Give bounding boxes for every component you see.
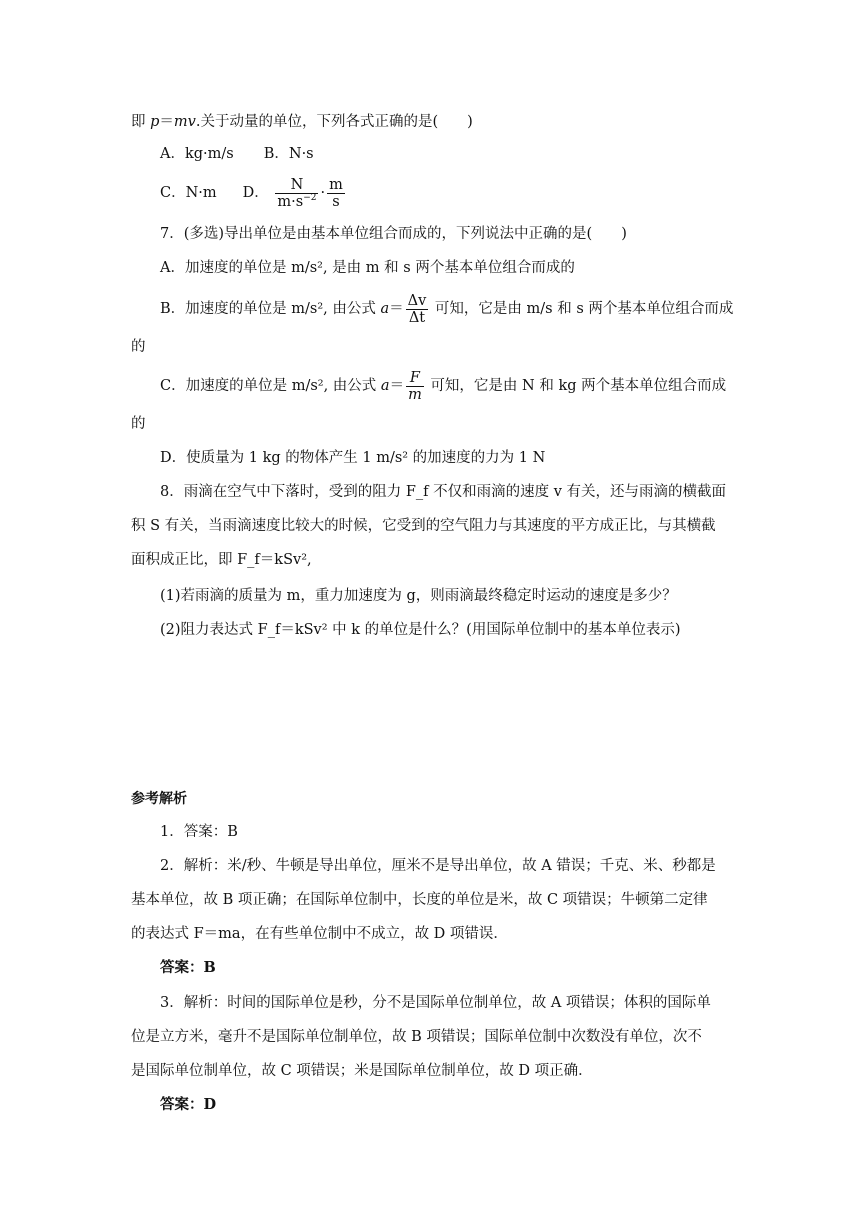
q6-options-cd: [160, 176, 347, 210]
answer-1: 1．答案：B: [160, 824, 238, 840]
q7-b-denominator: Δt: [406, 309, 429, 326]
q7-b-numerator: Δv: [407, 292, 427, 309]
frac1-denominator: [275, 193, 318, 210]
q7-option-b-tail: 的: [131, 339, 146, 355]
analysis-2-line-1: 2．解析：米/秒、牛顿是导出单位，厘米不是导出单位，故 A 错误；千克、米、秒都是: [160, 858, 716, 874]
frac1-numerator: N: [290, 176, 304, 193]
analysis-3-line-1: 3．解析：时间的国际单位是秒，分不是国际单位制单位，故 A 项错误；体积的国际单: [160, 995, 711, 1011]
frac1-den-text: m·s: [277, 193, 304, 210]
q8-sub-1: (1)若雨滴的质量为 m，重力加速度为 g，则雨滴最终稳定时运动的速度是多少？: [160, 588, 677, 604]
q7-option-c: [160, 368, 726, 404]
q6-option-d-dot: ·: [320, 185, 326, 201]
q7-option-d: D．使质量为 1 kg 的物体产生 1 m/s² 的加速度的力为 1 N: [160, 450, 546, 466]
analysis-2-line-3: 的表达式 F＝ma，在有些单位制中不成立，故 D 项错误．: [131, 926, 508, 942]
q7-b-fraction: [406, 293, 429, 326]
q6-var-mv: mv: [173, 114, 196, 130]
q8-sub-2: (2)阻力表达式 F_f＝kSv² 中 k 的单位是什么？(用国际单位制中的基本单位表示): [160, 622, 681, 638]
q8-line-1: 8．雨滴在空气中下落时，受到的阻力 F_f 不仅和雨滴的速度 v 有关，还与雨滴的横截面: [160, 484, 727, 500]
q7-b-post: 可知，它是由 m/s 和 s 两个基本单位组合而成: [430, 301, 734, 317]
frac2-denominator: s: [327, 193, 345, 210]
q6-option-d-label: D．: [242, 185, 269, 201]
q6-option-a: A．kg·m/s: [160, 146, 234, 162]
q6-option-c: C．N·m: [160, 185, 217, 201]
q6-var-p: p: [150, 114, 160, 130]
answer-2: 答案：B: [160, 959, 216, 976]
q7-b-eq: ＝: [389, 301, 404, 317]
q7-c-var: a: [380, 378, 390, 394]
q7-b-var: a: [380, 301, 390, 317]
q6-stem-rest: .关于动量的单位，下列各式正确的是( ): [195, 114, 473, 130]
q6-option-d-fraction-2: [327, 177, 345, 210]
q7-option-c-tail: 的: [131, 416, 146, 432]
q7-option-a: A．加速度的单位是 m/s², 是由 m 和 s 两个基本单位组合而成的: [160, 260, 575, 276]
q8-line-3: 面积成正比，即 F_f＝kSv²,: [131, 552, 312, 568]
answer-3: 答案：D: [160, 1096, 217, 1113]
q7-c-pre: C．加速度的单位是 m/s², 由公式: [160, 378, 381, 394]
q7-stem: 7．(多选)导出单位是由基本单位组合而成的，下列说法中正确的是( ): [160, 226, 627, 242]
analysis-3-line-2: 位是立方米，毫升不是国际单位制单位，故 B 项错误；国际单位制中次数没有单位，次不: [131, 1029, 702, 1045]
q6-options-ab: [160, 144, 314, 164]
q6-eq: ＝: [159, 114, 174, 130]
q7-c-denominator: m: [408, 386, 422, 403]
q6-option-d-fraction-1: [275, 177, 318, 210]
q6-option-b: B．N·s: [263, 146, 314, 162]
q6-stem: [131, 112, 473, 132]
q6-stem-prefix: 即: [131, 114, 151, 130]
q7-c-post: 可知，它是由 N 和 kg 两个基本单位组合而成: [425, 378, 727, 394]
q7-option-b: [160, 291, 733, 327]
answers-title: 参考解析: [131, 791, 187, 807]
frac1-den-exponent: −2: [303, 192, 317, 203]
analysis-2-line-2: 基本单位，故 B 项正确；在国际单位制中，长度的单位是米，故 C 项错误；牛顿第二定律: [131, 892, 708, 908]
q7-c-eq: ＝: [389, 378, 405, 394]
analysis-3-line-3: 是国际单位制单位，故 C 项错误；米是国际单位制单位，故 D 项正确．: [131, 1063, 593, 1079]
q8-line-2: 积 S 有关，当雨滴速度比较大的时候，它受到的空气阻力与其速度的平方成正比，与其横截: [131, 518, 716, 534]
q7-c-numerator: F: [409, 369, 420, 386]
frac2-numerator: m: [329, 176, 343, 193]
q7-c-fraction: [406, 370, 424, 403]
q7-b-pre: B．加速度的单位是 m/s², 由公式: [160, 301, 381, 317]
